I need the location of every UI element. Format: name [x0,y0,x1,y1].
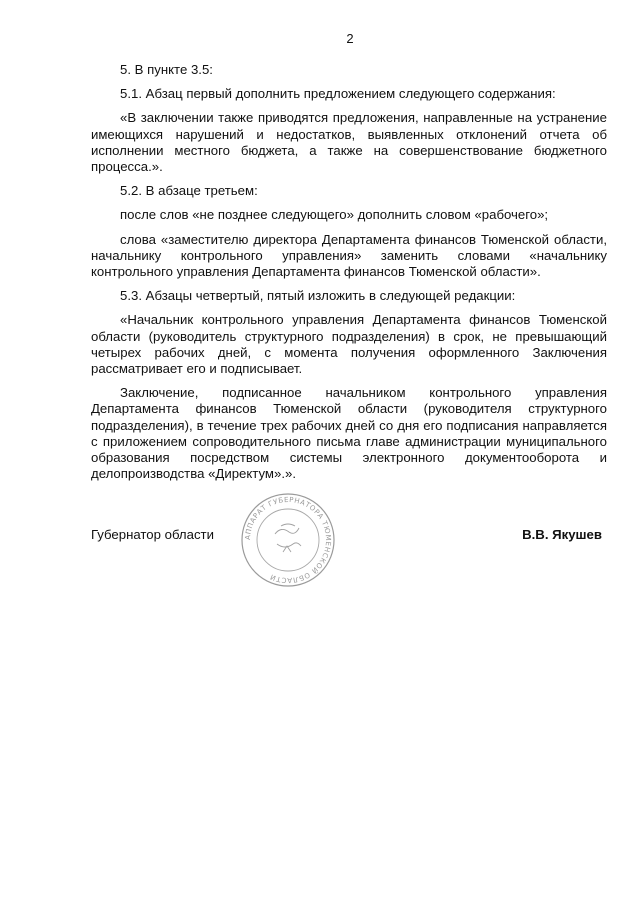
paragraph-5-2-b: слова «заместителю директора Департамента финансов Тюменской области, начальнику контрольного управления» заменить словами «начальнику контрольного управления Департамента финансов Тюменской области». [91,231,607,280]
paragraph-5-1: 5.1. Абзац первый дополнить предложением следующего содержания: [120,86,556,102]
page-number: 2 [346,31,354,46]
paragraph-5-2-a: после слов «не позднее следующего» дополнить словом «рабочего»; [120,207,549,223]
signature-block [91,522,607,552]
signatory-title: Губернатор области [91,527,214,542]
paragraph-5-3: 5.3. Абзацы четвертый, пятый изложить в следующей редакции: [120,288,516,304]
paragraph-5-1-quote: «В заключении также приводятся предложения, направленные на устранение имеющихся нарушений и недостатков, выявленных отклонений отчета об исполнении местного бюджета, а также на совершенствование бюджетного процесса.». [91,110,607,175]
paragraph-5-2: 5.2. В абзаце третьем: [120,183,258,199]
seal-text: АППАРАТ ГУБЕРНАТОРА ТЮМЕНСКОЙ ОБЛАСТИ [243,495,333,585]
paragraph-5-3-b: Заключение, подписанное начальником контрольного управления Департамента финансов Тюменской области (руководителя структурного подразделения), в течение трех рабочих дней со дня его подписания направляется с приложением сопроводительного письма главе администрации муниципального образования посредством системы электронного документооборота и делопроизводства «Директум».». [91,385,607,482]
document-body [91,62,607,490]
paragraph-5-3-a: «Начальник контрольного управления Департамента финансов Тюменской области (руководитель структурного подразделения) в срок, не превышающий четырех рабочих дней, с момента получения оформленного Заключения рассматривает его и подписывает. [91,312,607,377]
paragraph-point-5: 5. В пункте 3.5: [120,62,213,77]
signatory-name: В.В. Якушев [522,527,602,542]
